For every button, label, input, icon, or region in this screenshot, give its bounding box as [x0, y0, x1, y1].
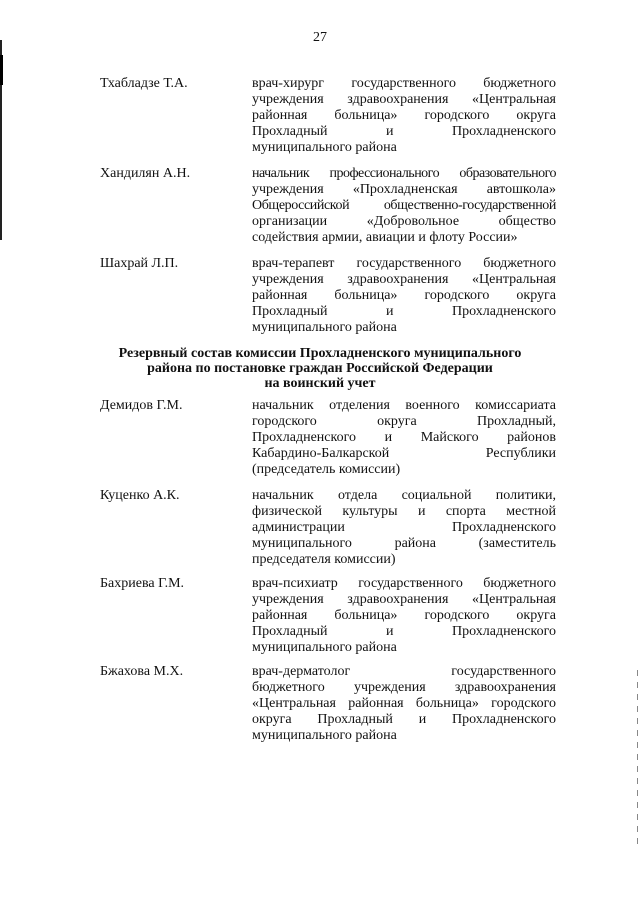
description-line: муниципального района — [252, 728, 397, 743]
description-line: Прохладный и Прохладненского — [252, 304, 556, 319]
description-line: муниципального района — [252, 320, 397, 335]
member-description — [252, 76, 556, 156]
description-line: округа Прохладный и Прохладненского — [252, 712, 556, 727]
description-line: районная больница» городского округа — [252, 608, 556, 623]
description-line: районная больница» городского округа — [252, 288, 556, 303]
description-line: «Центральная районная больница» городского — [252, 696, 556, 711]
member-name: Куценко А.К. — [100, 488, 180, 503]
member-description — [252, 398, 556, 478]
description-line: муниципального района — [252, 640, 397, 655]
description-line: Прохладный и Прохладненского — [252, 624, 556, 639]
description-line: муниципального района (заместитель — [252, 536, 556, 551]
description-line: Общероссийской общественно-государственной — [252, 198, 556, 213]
heading-line: Резервный состав комиссии Прохладненского муниципального — [118, 346, 522, 361]
description-line: начальник отделения военного комиссариата — [252, 398, 556, 413]
description-line: администрации Прохладненского — [252, 520, 556, 535]
description-line: председателя комиссии) — [252, 552, 396, 567]
member-name: Хандилян А.Н. — [100, 166, 191, 181]
member-description — [252, 664, 556, 744]
description-line: организации «Добровольное общество — [252, 214, 556, 229]
scan-edge-mark — [0, 55, 3, 85]
member-name: Шахрай Л.П. — [100, 256, 179, 271]
description-line: (председатель комиссии) — [252, 462, 401, 477]
description-line: начальник профессионального образовательного — [252, 166, 556, 181]
member-description — [252, 166, 556, 246]
description-line: врач-дерматолог государственного — [252, 664, 556, 679]
description-line: Прохладненского и Майского районов — [252, 430, 556, 445]
heading-line: района по постановке граждан Российской Федерации — [147, 361, 493, 376]
description-line: учреждения здравоохранения «Центральная — [252, 92, 556, 107]
member-name: Тхабладзе Т.А. — [100, 76, 188, 91]
member-name: Бахриева Г.М. — [100, 576, 185, 591]
description-line: учреждения здравоохранения «Центральная — [252, 592, 556, 607]
member-description — [252, 488, 556, 568]
description-line: содействия армии, авиации и флоту России» — [252, 230, 518, 245]
description-line: врач-хирург государственного бюджетного — [252, 76, 556, 91]
description-line: городского округа Прохладный, — [252, 414, 556, 429]
member-name: Демидов Г.М. — [100, 398, 183, 413]
member-name: Бжахова М.Х. — [100, 664, 184, 679]
member-description — [252, 256, 556, 336]
description-line: начальник отдела социальной политики, — [252, 488, 556, 503]
description-line: учреждения здравоохранения «Центральная — [252, 272, 556, 287]
member-description — [252, 576, 556, 656]
reserve-heading — [90, 346, 550, 391]
description-line: Кабардино-Балкарской Республики — [252, 446, 556, 461]
description-line: учреждения «Прохладненская автошкола» — [252, 182, 556, 197]
description-line: врач-терапевт государственного бюджетного — [252, 256, 556, 271]
description-line: физической культуры и спорта местной — [252, 504, 556, 519]
description-line: муниципального района — [252, 140, 397, 155]
page-number: 27 — [313, 30, 327, 45]
description-line: Прохладный и Прохладненского — [252, 124, 556, 139]
scan-edge-mark — [637, 670, 638, 850]
description-line: врач-психиатр государственного бюджетного — [252, 576, 556, 591]
description-line: районная больница» городского округа — [252, 108, 556, 123]
description-line: бюджетного учреждения здравоохранения — [252, 680, 556, 695]
heading-line: на воинский учет — [264, 376, 376, 391]
